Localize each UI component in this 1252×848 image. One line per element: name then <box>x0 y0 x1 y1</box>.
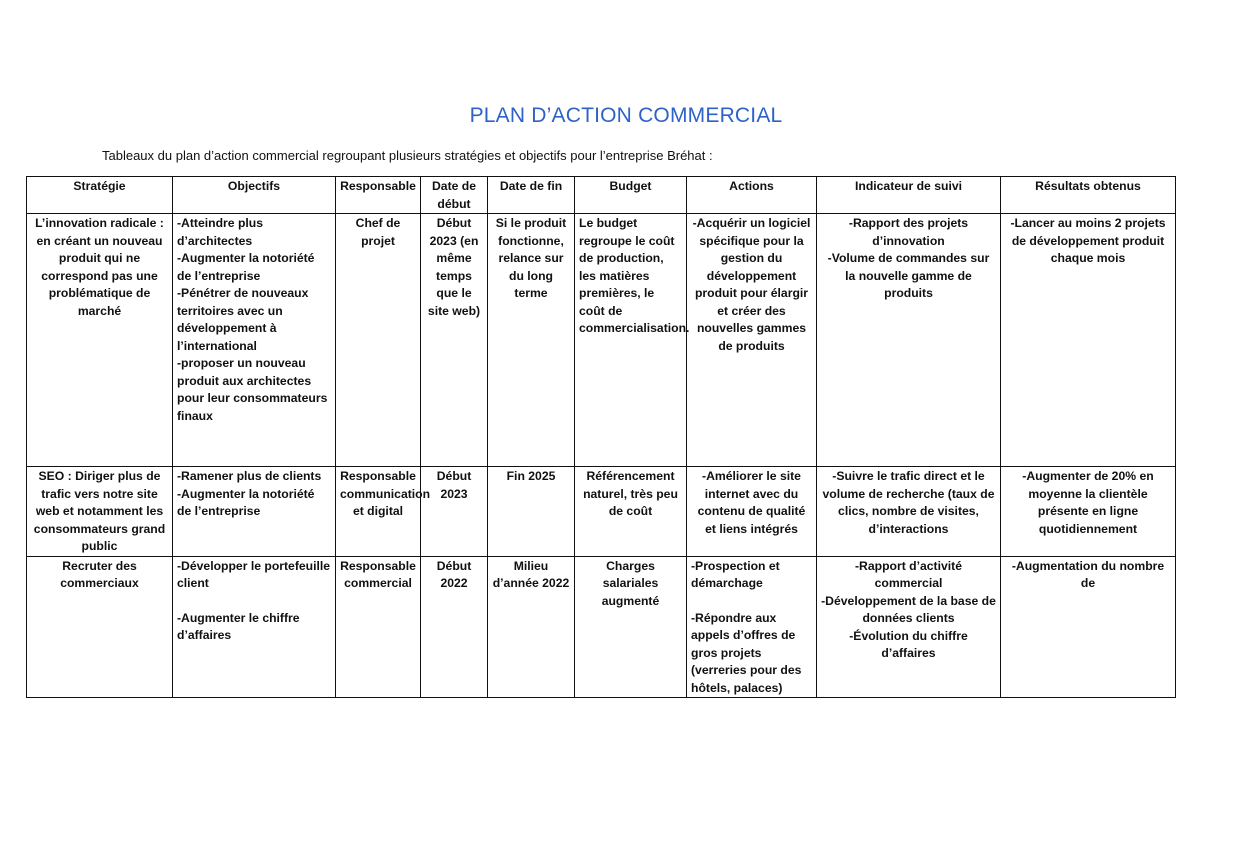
page-title: PLAN D’ACTION COMMERCIAL <box>469 104 783 127</box>
indicateur-item: -Évolution du chiffre d’affaires <box>849 628 968 660</box>
cell-strategie: SEO : Diriger plus de trafic vers notre site web et notamment les consommateurs grand public <box>27 467 173 557</box>
objectif-item: -Ramener plus de clients <box>177 469 322 483</box>
objectif-item: -Développer le portefeuille client <box>177 558 331 590</box>
objectif-item: -Augmenter le chiffre d’affaires <box>177 610 300 642</box>
cell-responsable: Responsable commercial <box>336 556 421 698</box>
cell-objectifs <box>173 556 336 698</box>
cell-date-debut: Début 2022 <box>421 556 488 698</box>
cell-date-fin: Si le produit fonctionne, relance sur du long terme <box>488 214 575 467</box>
table-row <box>27 214 1176 467</box>
header-budget: Budget <box>575 177 687 214</box>
cell-resultats: -Lancer au moins 2 projets de développement produit chaque mois <box>1001 214 1176 467</box>
cell-responsable: Responsable communication et digital <box>336 467 421 557</box>
header-actions: Actions <box>687 177 817 214</box>
cell-budget: Charges salariales augmenté <box>575 556 687 698</box>
cell-strategie: Recruter des commerciaux <box>27 556 173 698</box>
header-resultats: Résultats obtenus <box>1001 177 1176 214</box>
objectif-item: -Augmenter la notoriété de l’entreprise <box>177 251 315 283</box>
cell-resultats: -Augmentation du nombre de <box>1001 556 1176 698</box>
header-date-debut: Date de début <box>421 177 488 214</box>
cell-actions <box>687 467 817 557</box>
indicateur-item: -Développement de la base de données clients <box>821 593 996 625</box>
header-responsable: Responsable <box>336 177 421 214</box>
cell-budget: Référencement naturel, très peu de coût <box>575 467 687 557</box>
action-item: -Répondre aux appels d’offres de gros projets (verreries pour des hôtels, palaces) <box>691 610 802 695</box>
page-subtitle: Tableaux du plan d’action commercial regroupant plusieurs stratégies et objectifs pour l’entreprise Bréhat : <box>102 148 713 163</box>
cell-indicateur <box>817 467 1001 557</box>
action-item: -Acquérir un logiciel spécifique pour la gestion du développement produit pour élargir et créer des nouvelles gammes de produits <box>692 216 811 353</box>
header-objectifs: Objectifs <box>173 177 336 214</box>
cell-indicateur <box>817 556 1001 698</box>
table-row <box>27 467 1176 557</box>
cell-date-debut: Début 2023 (en même temps que le site web) <box>421 214 488 467</box>
cell-date-fin: Fin 2025 <box>488 467 575 557</box>
cell-objectifs <box>173 467 336 557</box>
cell-strategie: L’innovation radicale : en créant un nouveau produit qui ne correspond pas une problématique de marché <box>27 214 173 467</box>
cell-actions <box>687 214 817 467</box>
cell-indicateur <box>817 214 1001 467</box>
table-row <box>27 556 1176 698</box>
objectif-item: -Pénétrer de nouveaux territoires avec un développement à l’international <box>177 286 309 353</box>
cell-date-debut: Début 2023 <box>421 467 488 557</box>
cell-resultats: -Augmenter de 20% en moyenne la clientèle présente en ligne quotidiennement <box>1001 467 1176 557</box>
indicateur-item: -Volume de commandes sur la nouvelle gamme de produits <box>827 251 990 300</box>
objectif-item: -Augmenter la notoriété de l’entreprise <box>177 486 315 518</box>
cell-objectifs <box>173 214 336 467</box>
cell-responsable: Chef de projet <box>336 214 421 467</box>
table-header-row <box>27 177 1176 214</box>
objectif-item: -proposer un nouveau produit aux architectes pour leur consommateurs finaux <box>177 356 328 423</box>
action-item: -Prospection et démarchage <box>691 558 780 590</box>
action-plan-table <box>26 176 1176 698</box>
indicateur-item: -Suivre le trafic direct et le volume de recherche (taux de clics, nombre de visites, d’interactions <box>822 469 995 536</box>
action-item: -Améliorer le site internet avec du contenu de qualité et liens intégrés <box>697 469 806 536</box>
cell-budget: Le budget regroupe le coût de production, les matières premières, le coût de commercialisation. <box>575 214 687 467</box>
indicateur-item: -Rapport d’activité commercial <box>855 558 962 590</box>
cell-date-fin: Milieu d’année 2022 <box>488 556 575 698</box>
cell-actions <box>687 556 817 698</box>
header-indicateur: Indicateur de suivi <box>817 177 1001 214</box>
header-date-fin: Date de fin <box>488 177 575 214</box>
indicateur-item: -Rapport des projets d’innovation <box>848 216 969 248</box>
objectif-item: -Atteindre plus d’architectes <box>177 216 263 248</box>
header-strategie: Stratégie <box>27 177 173 214</box>
